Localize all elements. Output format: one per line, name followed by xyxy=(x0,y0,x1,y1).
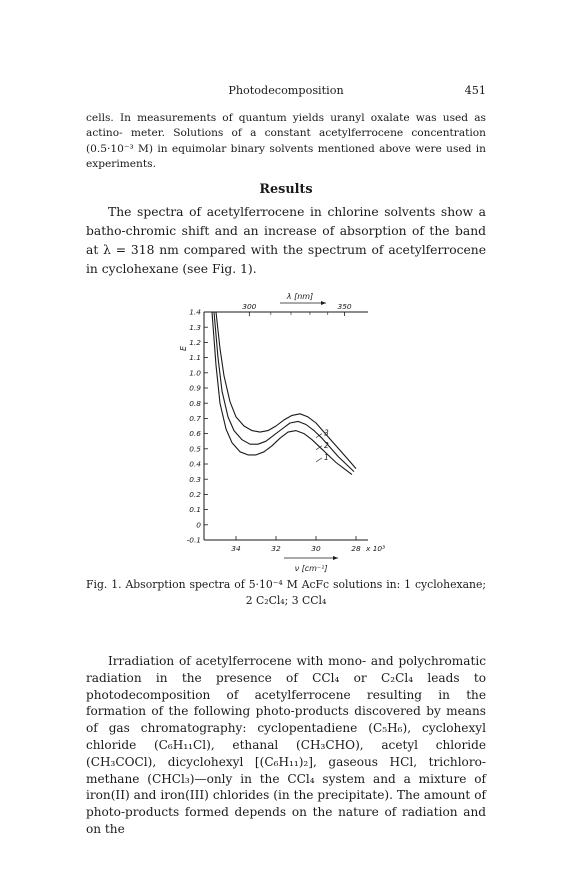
series-1-leader xyxy=(316,458,322,462)
y-axis-label: E xyxy=(179,345,188,352)
y-tick-label: 0.7 xyxy=(189,414,201,423)
text-line: cells. In measurements of quantum yields uranyl oxalate was used as actino- xyxy=(86,112,486,140)
y-tick-label: -0.1 xyxy=(186,535,201,545)
x-tick-top-label: 350 xyxy=(337,302,352,311)
x-tick-label: 30 xyxy=(311,544,321,553)
y-tick-label: 0.1 xyxy=(189,505,201,515)
paragraph-methods-end xyxy=(86,111,486,173)
paragraph-irradiation: Irradiation of acetylferrocene with mono- and polychromatic radiation in the presence of CCl₄ or C₂Cl₄ leads to photodecomposition of acetylferrocene resulting in the formation of the following photo-products discovered by means of gas chromatography: cyclopentadiene (C₅H₆), cyclohexyl chloride (C₆H₁₁Cl), ethanal (CH₃CHO), acetyl chloride (CH₃COCl), dicyclohexyl [(C₆H₁₁)₂], gaseous HCl, trichloro-methane (CHCl₃)—only in the CCl₄ system and a mixture of iron(II) and iron(III) chlorides (in the precipitate). The amount of photo-products formed depends on the nature of radiation and on the xyxy=(86,654,486,836)
x-arrow-head xyxy=(333,556,338,560)
caption-line: Fig. 1. Absorption spectra of 5·10⁻⁴ M AcFc solutions in: 1 cyclohexane; xyxy=(86,578,486,591)
y-tick-label: 1.1 xyxy=(189,353,201,363)
y-tick-label: 0.2 xyxy=(189,490,201,499)
paragraph-results: The spectra of acetylferrocene in chlorine solvents show a batho-chromic shift and an increase of absorption of the band at λ = 318 nm compared with the spectrum of acetylferrocene in cyclohexane (see Fig. 1). xyxy=(86,205,486,276)
y-tick-label: 1.3 xyxy=(189,322,201,332)
running-title: Photodecomposition xyxy=(228,84,344,97)
y-tick-label: 1.0 xyxy=(189,368,201,378)
y-tick-label: 0.5 xyxy=(189,444,201,454)
figure-absorption-spectra xyxy=(180,286,400,576)
x-tick-top-label: 300 xyxy=(242,302,257,311)
figure-caption xyxy=(86,577,486,608)
y-tick-label: 0.9 xyxy=(189,383,201,393)
series-2-curve xyxy=(214,312,354,472)
y-tick-label: 1.2 xyxy=(189,338,201,347)
text-line: meter. Solutions of a constant acetylferrocene concentration (0.5·10⁻³ M) in xyxy=(86,127,487,155)
y-tick-label: 0.4 xyxy=(189,459,201,469)
caption-line: 2 C₂Cl₄; 3 CCl₄ xyxy=(245,593,327,607)
x-tick-label: 28 xyxy=(351,544,361,553)
x-unit-suffix: x 10³ xyxy=(366,544,386,553)
y-tick-label: 0 xyxy=(196,520,201,530)
y-tick-label: 0.6 xyxy=(189,429,201,439)
y-tick-label: 0.8 xyxy=(189,398,201,408)
x-axis-label-top: λ [nm] xyxy=(286,292,314,301)
absorption-chart xyxy=(180,286,400,576)
y-tick-label: 1.4 xyxy=(189,307,201,317)
text-line: equimolar binary solvents mentioned above were used in experiments. xyxy=(86,142,487,171)
x-axis-label-bottom: ν [cm⁻¹] xyxy=(294,564,328,573)
top-arrow-head xyxy=(321,301,326,305)
x-tick-label: 34 xyxy=(231,544,241,553)
series-3-curve xyxy=(216,312,356,469)
page-number: 451 xyxy=(464,84,486,97)
running-header xyxy=(86,84,486,100)
series-1-label: 1 xyxy=(324,452,329,462)
y-tick-label: 0.3 xyxy=(189,474,201,484)
series-3-label: 3 xyxy=(324,428,329,438)
section-heading-results: Results xyxy=(259,182,313,197)
series-1-curve xyxy=(212,312,352,475)
x-tick-label: 32 xyxy=(271,544,281,553)
series-2-label: 2 xyxy=(324,440,329,450)
